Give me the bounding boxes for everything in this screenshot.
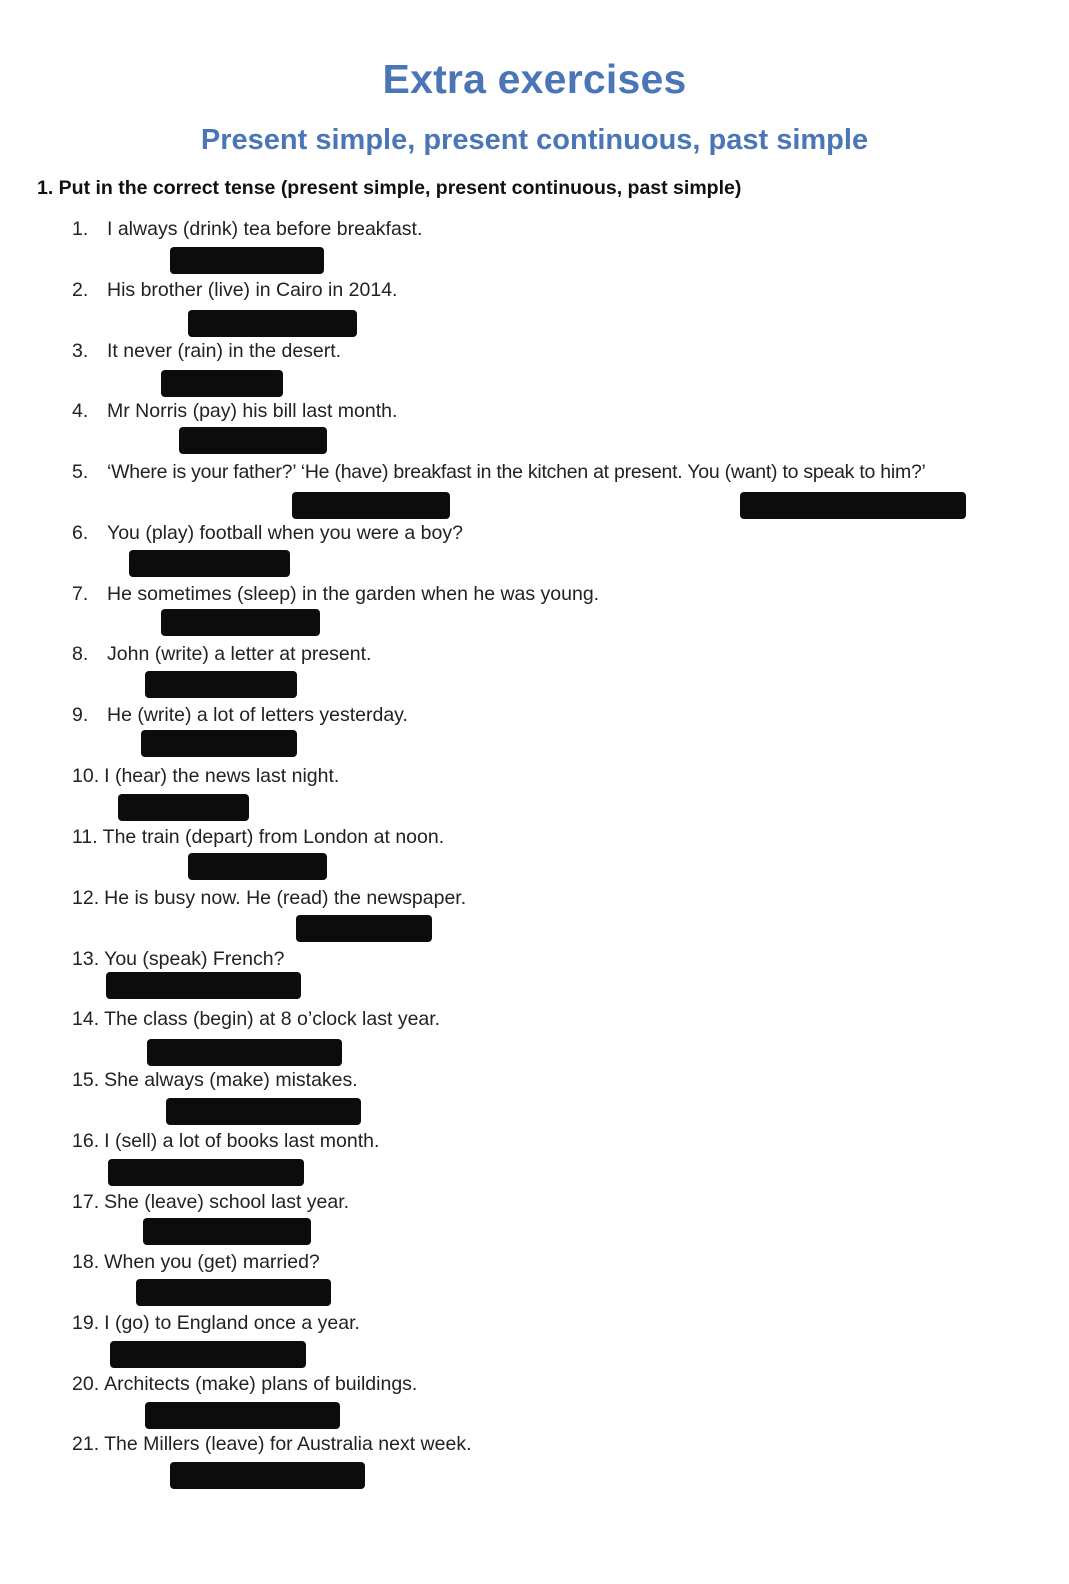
question-text: I always (drink) tea before breakfast.	[107, 218, 423, 240]
question-number: 5.	[72, 461, 89, 483]
answer-box-15[interactable]	[166, 1098, 361, 1125]
question-text: Architects (make) plans of buildings.	[104, 1373, 418, 1395]
question-text: John (write) a letter at present.	[107, 643, 372, 665]
question-number: 11.	[72, 826, 98, 848]
question-20	[72, 1373, 417, 1396]
question-number: 14.	[72, 1008, 100, 1030]
question-number: 8.	[72, 643, 89, 665]
question-text: I (hear) the news last night.	[104, 765, 340, 787]
answer-box-4[interactable]	[179, 427, 327, 454]
question-15	[72, 1069, 358, 1092]
question-number: 18.	[72, 1251, 100, 1273]
question-1	[72, 218, 422, 241]
question-10	[72, 765, 339, 788]
question-text: Mr Norris (pay) his bill last month.	[107, 400, 398, 422]
question-8	[72, 643, 371, 666]
question-13	[72, 948, 284, 971]
question-number: 19.	[72, 1312, 100, 1334]
answer-box-20[interactable]	[145, 1402, 340, 1429]
question-11	[72, 826, 444, 849]
answer-box-8[interactable]	[145, 671, 297, 698]
answer-box-10[interactable]	[118, 794, 249, 821]
question-5	[72, 461, 926, 484]
question-19	[72, 1312, 360, 1335]
question-text: I (sell) a lot of books last month.	[104, 1130, 380, 1152]
question-12	[72, 887, 466, 910]
question-number: 6.	[72, 522, 89, 544]
question-text: The train (depart) from London at noon.	[102, 826, 445, 848]
question-number: 17.	[72, 1191, 100, 1213]
answer-box-18[interactable]	[136, 1279, 331, 1306]
question-text: It never (rain) in the desert.	[107, 340, 342, 362]
page-subtitle: Present simple, present continuous, past simple	[200, 124, 869, 156]
question-text: I (go) to England once a year.	[104, 1312, 360, 1334]
question-number: 15.	[72, 1069, 100, 1091]
question-text: He sometimes (sleep) in the garden when he was young.	[107, 583, 600, 605]
question-text: His brother (live) in Cairo in 2014.	[107, 279, 398, 301]
answer-box-19[interactable]	[110, 1341, 306, 1368]
question-number: 21.	[72, 1433, 100, 1455]
answer-box-13[interactable]	[106, 972, 301, 999]
question-7	[72, 583, 599, 606]
exercise-instruction: 1. Put in the correct tense (present simple, present continuous, past simple)	[37, 177, 742, 199]
question-9	[72, 704, 408, 727]
question-number: 20.	[72, 1373, 100, 1395]
question-14	[72, 1008, 440, 1031]
answer-box-21[interactable]	[170, 1462, 365, 1489]
question-text: She always (make) mistakes.	[104, 1069, 358, 1091]
question-number: 4.	[72, 400, 89, 422]
question-number: 12.	[72, 887, 100, 909]
question-17	[72, 1191, 349, 1214]
question-number: 10.	[72, 765, 100, 787]
question-number: 3.	[72, 340, 89, 362]
question-text: The Millers (leave) for Australia next week.	[104, 1433, 472, 1455]
question-text: He is busy now. He (read) the newspaper.	[104, 887, 467, 909]
answer-box-5a[interactable]	[292, 492, 450, 519]
answer-box-11[interactable]	[188, 853, 327, 880]
answer-box-7[interactable]	[161, 609, 320, 636]
question-number: 1.	[72, 218, 89, 240]
answer-box-1[interactable]	[170, 247, 324, 274]
answer-box-3[interactable]	[161, 370, 283, 397]
question-6	[72, 522, 463, 545]
question-number: 13.	[72, 948, 100, 970]
page-title: Extra exercises	[382, 56, 687, 102]
question-number: 16.	[72, 1130, 100, 1152]
answer-box-6[interactable]	[129, 550, 290, 577]
answer-box-2[interactable]	[188, 310, 357, 337]
question-text: You (speak) French?	[104, 948, 285, 970]
question-16	[72, 1130, 379, 1153]
answer-box-14[interactable]	[147, 1039, 342, 1066]
question-2	[72, 279, 397, 302]
answer-box-16[interactable]	[108, 1159, 304, 1186]
question-text: The class (begin) at 8 o’clock last year.	[104, 1008, 441, 1030]
question-18	[72, 1251, 320, 1274]
question-number: 9.	[72, 704, 89, 726]
answer-box-12[interactable]	[296, 915, 432, 942]
question-text: You (play) football when you were a boy?	[107, 522, 463, 544]
answer-box-17[interactable]	[143, 1218, 311, 1245]
question-text: When you (get) married?	[104, 1251, 320, 1273]
question-text: ‘Where is your father?’ ‘He (have) breakfast in the kitchen at present. You (want) to speak to him?’	[107, 461, 926, 483]
question-text: He (write) a lot of letters yesterday.	[107, 704, 408, 726]
question-3	[72, 340, 341, 363]
question-text: She (leave) school last year.	[104, 1191, 350, 1213]
question-number: 2.	[72, 279, 89, 301]
answer-box-9[interactable]	[141, 730, 297, 757]
question-21	[72, 1433, 472, 1456]
question-number: 7.	[72, 583, 89, 605]
question-4	[72, 400, 397, 423]
answer-box-5b[interactable]	[740, 492, 966, 519]
